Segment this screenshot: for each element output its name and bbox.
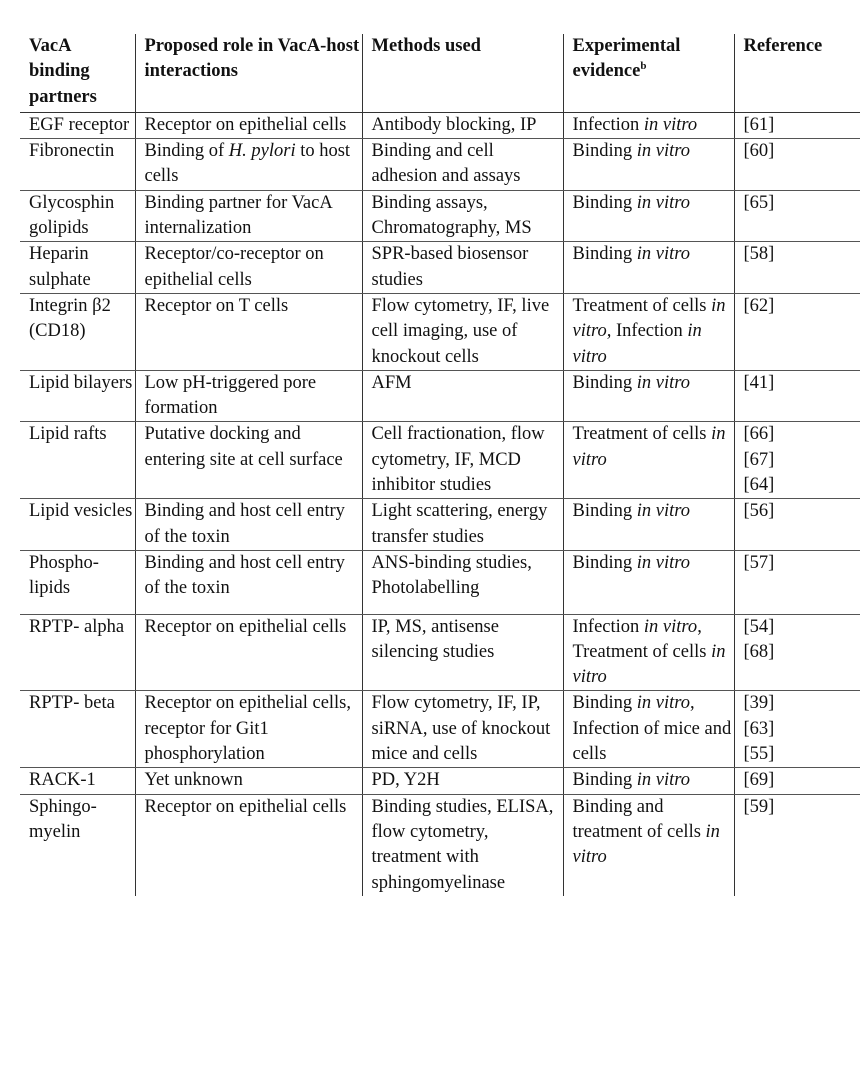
proposed-role-cell (135, 370, 362, 422)
evidence-text: in vitro (572, 821, 720, 868)
reference-citation: [56] (743, 501, 775, 522)
proposed-role-cell (135, 190, 362, 242)
proposed-role-text: Receptor on epithelial cells (144, 616, 347, 637)
reference-citation: [63] (743, 718, 775, 739)
reference-cell (734, 139, 860, 191)
proposed-role-cell (135, 768, 362, 794)
reference-citation: [68] (743, 641, 775, 662)
header-experimental-evidence (563, 34, 734, 112)
evidence-text: , Treatment of cells (572, 616, 712, 662)
proposed-role-text: Binding and host cell entry of the toxin (144, 552, 345, 599)
evidence-text: Binding (572, 192, 637, 213)
binding-partner-cell: RPTP- beta (20, 691, 135, 768)
header-footnote-marker: b (640, 60, 647, 73)
vaca-binding-partners-table (20, 34, 860, 896)
reference-citation: [61] (743, 114, 775, 135)
evidence-text: in vitro (643, 114, 698, 135)
binding-partner-cell: RACK-1 (20, 768, 135, 794)
proposed-role-text: Receptor on epithelial cells (144, 796, 347, 817)
methods-used-cell: AFM (362, 370, 563, 422)
evidence-text: Treatment of cells (572, 295, 712, 316)
proposed-role-text: Binding of (144, 141, 229, 162)
evidence-text: Infection (572, 616, 644, 637)
binding-partner-cell: RPTP- alpha (20, 614, 135, 691)
table-row (20, 550, 860, 614)
binding-partner-cell: Glycosphin golipids (20, 190, 135, 242)
reference-cell (734, 242, 860, 294)
reference-citation: [55] (743, 744, 775, 765)
evidence-text: Binding and treatment of cells (572, 796, 706, 842)
proposed-role-cell (135, 550, 362, 614)
experimental-evidence-cell (563, 614, 734, 691)
experimental-evidence-cell (563, 422, 734, 499)
evidence-text: in vitro (636, 244, 691, 265)
evidence-text: Infection (572, 114, 644, 135)
proposed-role-text: H. pylori (228, 141, 296, 162)
experimental-evidence-cell (563, 370, 734, 422)
reference-citation: [57] (743, 552, 775, 573)
proposed-role-cell (135, 293, 362, 370)
proposed-role-cell (135, 691, 362, 768)
reference-cell (734, 370, 860, 422)
methods-used-cell: Binding and cell adhesion and assays (362, 139, 563, 191)
reference-cell (734, 190, 860, 242)
evidence-text: in vitro (643, 616, 698, 637)
binding-partner-cell: Lipid vesicles (20, 499, 135, 551)
table-row (20, 242, 860, 294)
evidence-text: Binding (572, 372, 637, 393)
experimental-evidence-cell (563, 691, 734, 768)
reference-citation: [39] (743, 693, 775, 714)
methods-used-cell: Binding assays, Chromatography, MS (362, 190, 563, 242)
evidence-text: Binding (572, 141, 637, 162)
reference-citation: [65] (743, 192, 775, 213)
header-methods-used: Methods used (362, 34, 563, 112)
proposed-role-cell (135, 499, 362, 551)
methods-used-cell: Flow cytometry, IF, live cell imaging, use of knockout cells (362, 293, 563, 370)
table-row (20, 370, 860, 422)
proposed-role-text: Binding partner for VacA internalization (144, 192, 332, 239)
evidence-text: Binding (572, 693, 637, 714)
table-row (20, 112, 860, 138)
evidence-text: in vitro (572, 641, 726, 688)
evidence-text: in vitro (636, 501, 691, 522)
table-row (20, 614, 860, 691)
reference-cell (734, 614, 860, 691)
experimental-evidence-cell (563, 242, 734, 294)
methods-used-cell: SPR-based biosensor studies (362, 242, 563, 294)
experimental-evidence-cell (563, 190, 734, 242)
reference-cell (734, 293, 860, 370)
proposed-role-cell (135, 242, 362, 294)
table-row (20, 139, 860, 191)
proposed-role-cell (135, 794, 362, 896)
methods-used-cell: Flow cytometry, IF, IP, siRNA, use of knockout mice and cells (362, 691, 563, 768)
table-row (20, 691, 860, 768)
evidence-text: , Infection of mice and cells (572, 693, 732, 765)
binding-partner-cell: Lipid bilayers (20, 370, 135, 422)
binding-partner-cell: EGF receptor (20, 112, 135, 138)
table-row (20, 293, 860, 370)
table-row (20, 794, 860, 896)
reference-citation: [58] (743, 244, 775, 265)
table-row (20, 768, 860, 794)
proposed-role-text: to host cells (144, 141, 351, 187)
header-row (20, 34, 860, 112)
experimental-evidence-cell (563, 550, 734, 614)
reference-cell (734, 691, 860, 768)
evidence-text: in vitro, (572, 295, 726, 342)
evidence-text: in vitro (572, 321, 702, 367)
methods-used-cell: ANS-binding studies, Photolabelling (362, 550, 563, 614)
evidence-text: Binding (572, 770, 637, 791)
methods-used-cell: Light scattering, energy transfer studies (362, 499, 563, 551)
proposed-role-cell (135, 422, 362, 499)
reference-citation: [67] (743, 449, 775, 470)
header-reference: Reference (734, 34, 860, 112)
proposed-role-text: Low pH-triggered pore formation (144, 372, 317, 419)
proposed-role-text: Binding and host cell entry of the toxin (144, 501, 345, 547)
evidence-text: Treatment of cells (572, 424, 712, 445)
proposed-role-text: Receptor on T cells (144, 295, 289, 316)
header-binding-partners: VacA binding partners (20, 34, 135, 112)
experimental-evidence-cell (563, 768, 734, 794)
reference-cell (734, 112, 860, 138)
table-row (20, 422, 860, 499)
binding-partner-cell: Sphingo- myelin (29, 796, 97, 842)
methods-used-cell: IP, MS, antisense silencing studies (362, 614, 563, 691)
header-experimental-evidence-label: Experimental evidence (572, 36, 681, 82)
reference-citation: [59] (743, 796, 775, 817)
experimental-evidence-cell (563, 499, 734, 551)
reference-cell (734, 422, 860, 499)
methods-used-cell: PD, Y2H (362, 768, 563, 794)
binding-partner-cell: Heparin sulphate (20, 242, 135, 294)
binding-partner-cell: Lipid rafts (20, 422, 135, 499)
reference-citation: [41] (743, 372, 775, 393)
reference-cell (734, 499, 860, 551)
methods-used-cell: Cell fractionation, flow cytometry, IF, MCD inhibitor studies (362, 422, 563, 499)
evidence-text: in vitro (636, 372, 691, 393)
binding-partner-cell: Integrin β2 (CD18) (20, 293, 135, 370)
binding-partner-cell: Fibronectin (20, 139, 135, 191)
reference-citation: [69] (743, 770, 775, 791)
reference-cell (734, 768, 860, 794)
reference-citation: [66] (743, 424, 775, 445)
reference-cell (734, 550, 860, 614)
reference-cell (734, 794, 860, 896)
proposed-role-text: Yet unknown (144, 770, 243, 791)
evidence-text: in vitro (572, 424, 726, 470)
evidence-text: Infection (611, 321, 688, 342)
proposed-role-text: Receptor on epithelial cells, receptor for Git1 phosphorylation (144, 693, 352, 765)
proposed-role-text: Putative docking and entering site at cell surface (144, 424, 343, 470)
evidence-text: in vitro (636, 552, 691, 573)
evidence-text: in vitro (636, 192, 691, 213)
experimental-evidence-cell (563, 794, 734, 896)
reference-citation: [54] (743, 616, 775, 637)
proposed-role-cell (135, 614, 362, 691)
proposed-role-cell (135, 139, 362, 191)
evidence-text: Binding (572, 244, 637, 265)
table-row (20, 499, 860, 551)
experimental-evidence-cell (563, 293, 734, 370)
reference-citation: [60] (743, 141, 775, 162)
experimental-evidence-cell (563, 112, 734, 138)
methods-used-cell: Binding studies, ELISA, flow cytometry, treatment with sphingomyelinase (362, 794, 563, 896)
reference-citation: [62] (743, 295, 775, 316)
header-proposed-role: Proposed role in VacA-host interactions (135, 34, 362, 112)
proposed-role-text: Receptor on epithelial cells (144, 114, 347, 135)
evidence-text: Binding (572, 501, 637, 522)
binding-partner-cell: Phospho- lipids (20, 550, 135, 614)
methods-used-cell: Antibody blocking, IP (362, 112, 563, 138)
experimental-evidence-cell (563, 139, 734, 191)
proposed-role-cell (135, 112, 362, 138)
evidence-text: in vitro (636, 770, 691, 791)
evidence-text: Binding (572, 552, 637, 573)
proposed-role-text: Receptor/co-receptor on epithelial cells (144, 244, 324, 290)
reference-citation: [64] (743, 475, 775, 496)
evidence-text: in vitro (636, 141, 691, 162)
evidence-text: in vitro (636, 693, 691, 714)
table-row (20, 190, 860, 242)
table-body (20, 112, 860, 895)
